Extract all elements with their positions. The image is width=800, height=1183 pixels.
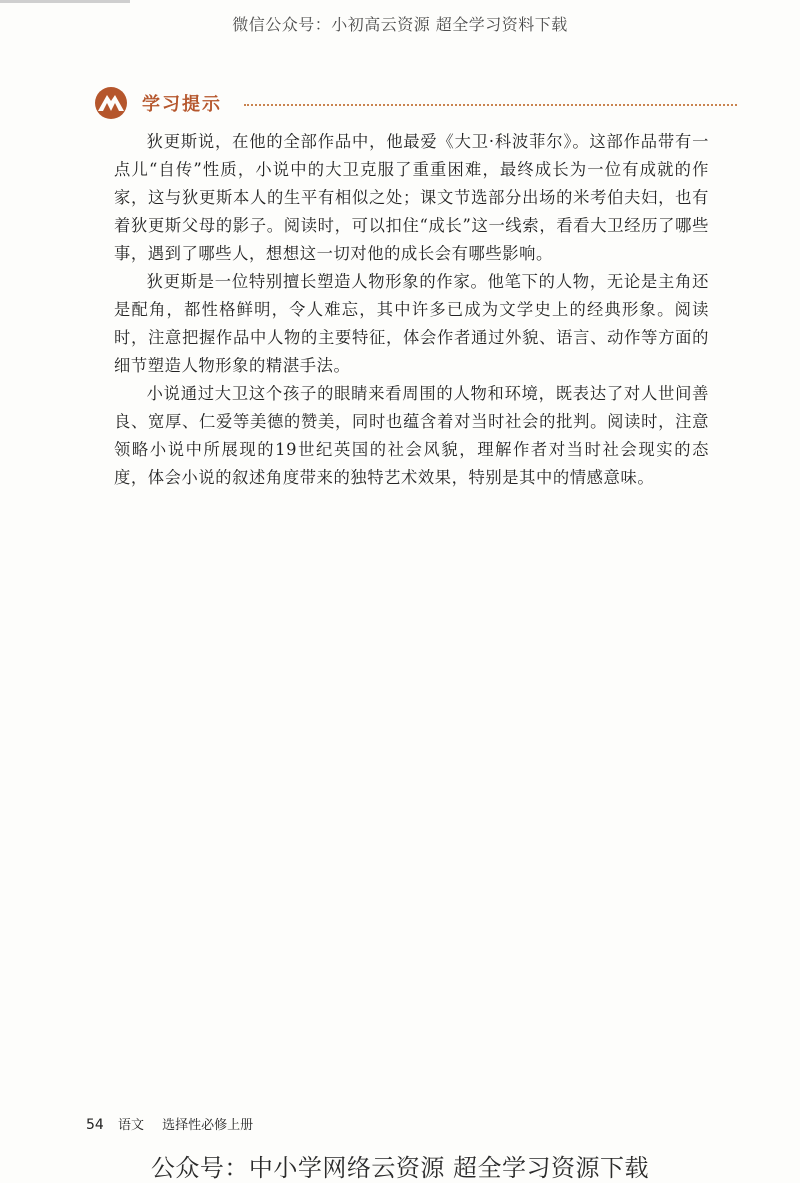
paragraph: 狄更斯说，在他的全部作品中，他最爱《大卫·科波菲尔》。这部作品带有一点儿“自传”性质，小说中的大卫克服了重重困难，最终成长为一位有成就的作家，这与狄更斯本人的生平有相似之处；课文节选部分出场的米考伯夫妇，也有着狄更斯父母的影子。阅读时，可以扣住“成长”这一线索，看看大卫经历了哪些事，遇到了哪些人，想想这一切对他的成长会有哪些影响。 xyxy=(114,132,709,263)
page-footer xyxy=(86,1114,253,1133)
watermark-bottom: 公众号：中小学网络云资源 超全学习资源下载 xyxy=(150,1154,650,1182)
watermark-top: 微信公众号：小初高云资源 超全学习资料下载 xyxy=(232,15,568,34)
body-text xyxy=(114,128,709,492)
top-edge-line xyxy=(0,0,130,3)
paragraph: 狄更斯是一位特别擅长塑造人物形象的作家。他笔下的人物，无论是主角还是配角，都性格鲜明，令人难忘，其中许多已成为文学史上的经典形象。阅读时，注意把握作品中人物的主要特征，体会作者通过外貌、语言、动作等方面的细节塑造人物形象的精湛手法。 xyxy=(114,272,709,375)
footer-subject: 语文 xyxy=(117,1118,144,1133)
footer-book-title: 选择性必修上册 xyxy=(162,1118,254,1133)
section-header xyxy=(92,86,737,122)
paragraph: 小说通过大卫这个孩子的眼睛来看周围的人物和环境，既表达了对人世间善良、宽厚、仁爱等美德的赞美，同时也蕴含着对当时社会的批判。阅读时，注意领略小说中所展现的19世纪英国的社会风貌，理解作者对当时社会现实的态度，体会小说的叙述角度带来的独特艺术效果，特别是其中的情感意味。 xyxy=(114,384,709,487)
page-number: 54 xyxy=(86,1117,104,1133)
study-tip-logo-icon xyxy=(92,86,130,120)
section-title: 学习提示 xyxy=(142,94,222,115)
section-divider xyxy=(244,104,737,106)
